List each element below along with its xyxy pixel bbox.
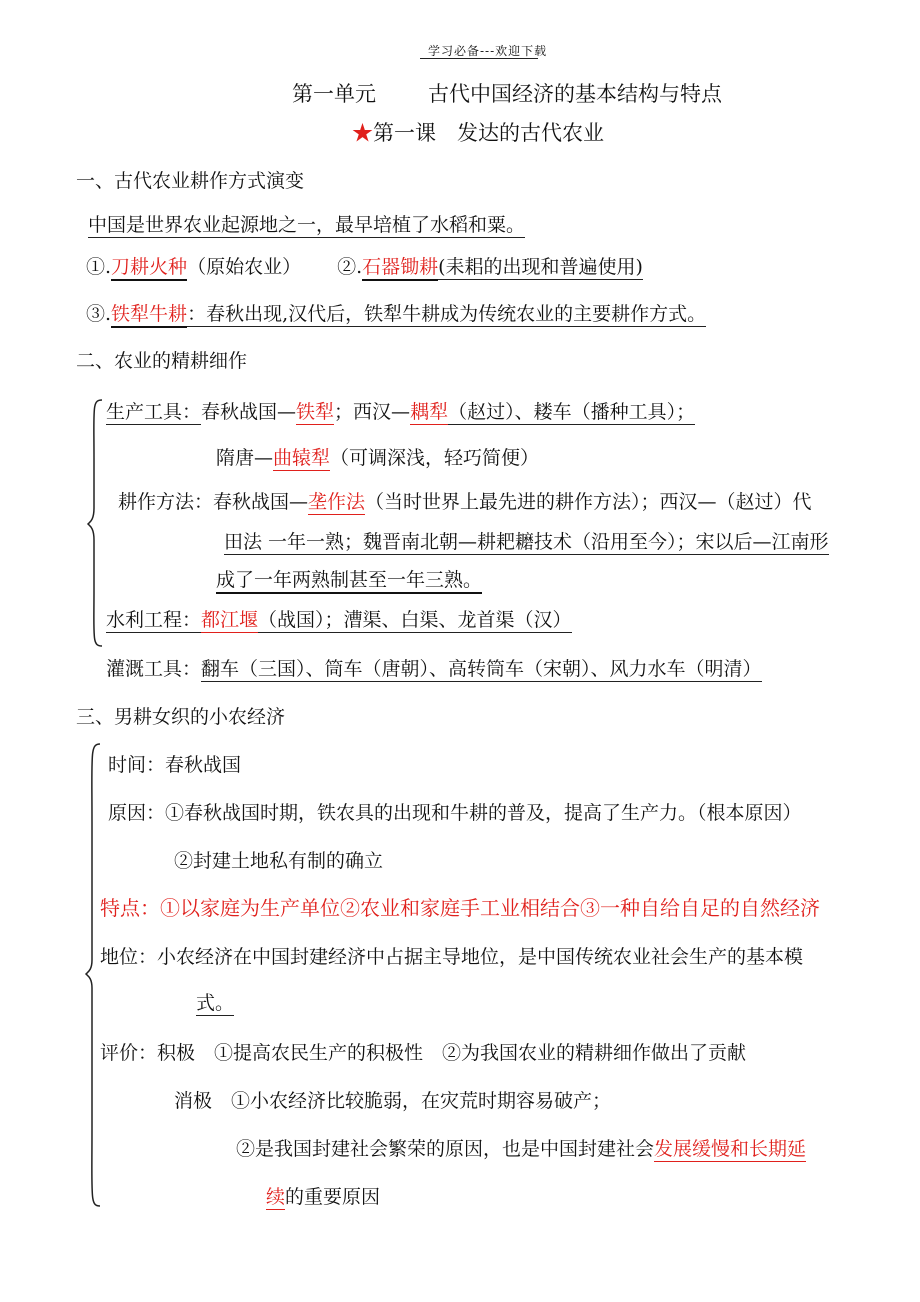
sec1-line-3: ③.铁犁牛耕：春秋出现,汉代后，铁犁牛耕成为传统农业的主要耕作方式。 (86, 299, 706, 326)
method-line-2: 田法 一年一熟；魏晋南北朝—耕耙耱技术（沿用至今）；宋以后—江南形 (224, 531, 829, 553)
irrigation-line: 灌溉工具：翻车（三国）、筒车（唐朝）、高转筒车（宋朝）、风力水车（明清） (106, 658, 762, 680)
evaluation-positive: 评价：积极 ①提高农民生产的积极性 ②为我国农业的精耕细作做出了贡献 (100, 1042, 747, 1064)
reason-line-1: 原因：①春秋战国时期，铁农具的出现和牛耕的普及，提高了生产力。（根本原因） (108, 802, 802, 824)
evaluation-negative-2: ②是我国封建社会繁荣的原因，也是中国封建社会发展缓慢和长期延 (236, 1138, 807, 1160)
time-line: 时间：春秋战国 (108, 754, 242, 776)
unit-title: 第一单元 古代中国经济的基本结构与特点 (292, 82, 722, 106)
section-3-heading: 三、男耕女织的小农经济 (76, 706, 286, 728)
page-header: 学习必备---欢迎下载 (428, 44, 548, 58)
sec2-brace (86, 398, 106, 648)
status-line-2: 式。 (196, 992, 235, 1014)
tools-line-1: 生产工具：春秋战国—铁犁；西汉—耦犁（赵过）、耧车（播种工具）； (106, 401, 696, 423)
section-1-heading: 一、古代农业耕作方式演变 (76, 170, 305, 192)
tools-line-2: 隋唐—曲辕犁（可调深浅，轻巧简便） (216, 447, 540, 469)
star-icon: ★ (352, 121, 373, 145)
sec1-line-2: ①.刀耕火种（原始农业） ②.石器锄耕(耒耜的出现和普遍使用) (86, 252, 643, 279)
section-2-heading: 二、农业的精耕细作 (76, 350, 248, 372)
lesson-title: ★第一课 发达的古代农业 (352, 121, 604, 145)
evaluation-negative-1: 消极 ①小农经济比较脆弱，在灾荒时期容易破产； (174, 1090, 612, 1112)
feature-line: 特点：①以家庭为生产单位②农业和家庭手工业相结合③一种自给自足的自然经济 (100, 896, 820, 920)
sec1-line-1: 中国是世界农业起源地之一，最早培植了水稻和粟。 (88, 214, 526, 236)
method-line-1: 耕作方法：春秋战国—垄作法（当时世界上最先进的耕作方法）；西汉—（赵过）代 (118, 491, 812, 513)
sec3-brace (84, 742, 104, 1208)
method-line-3: 成了一年两熟制甚至一年三熟。 (216, 565, 482, 592)
reason-line-2: ②封建土地私有制的确立 (174, 850, 384, 872)
water-line: 水利工程：都江堰（战国）；漕渠、白渠、龙首渠（汉） (106, 609, 572, 631)
evaluation-negative-3: 续的重要原因 (266, 1186, 381, 1208)
status-line-1: 地位：小农经济在中国封建经济中占据主导地位，是中国传统农业社会生产的基本模 (100, 946, 804, 968)
header-rule (420, 58, 538, 59)
